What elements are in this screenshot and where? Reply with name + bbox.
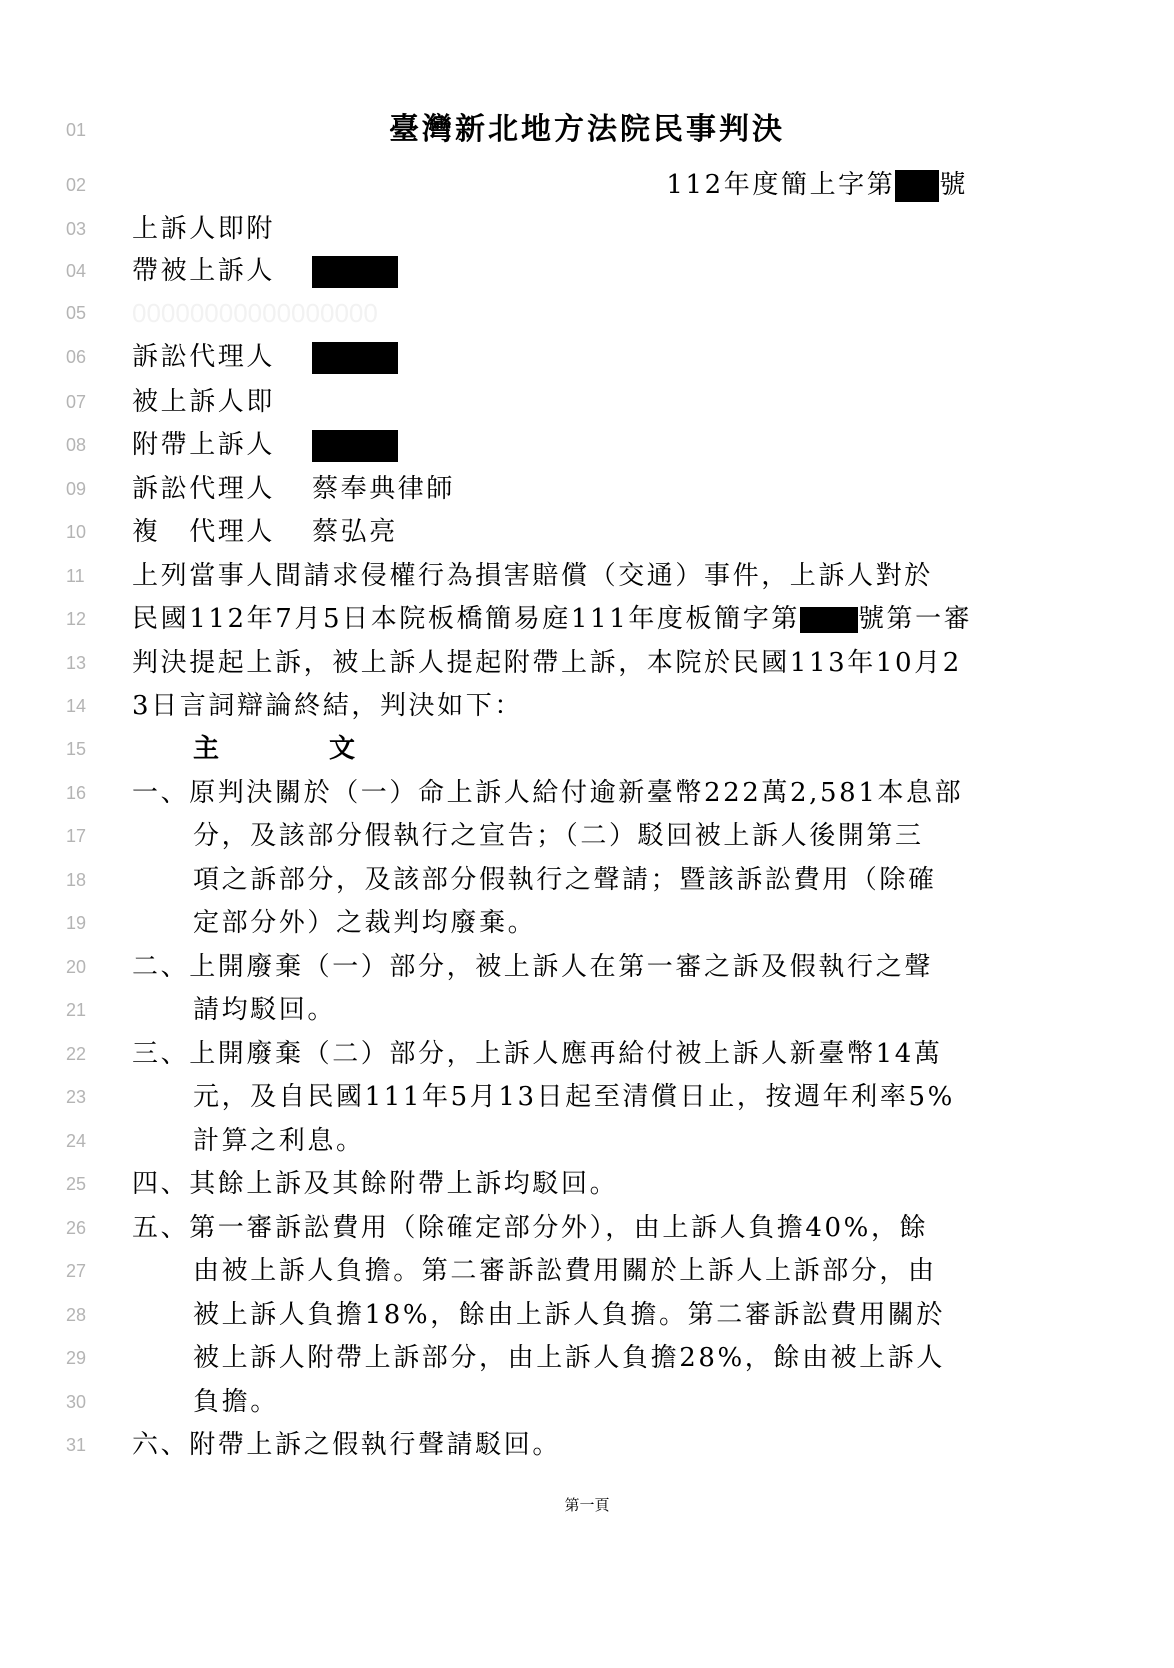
party-line: [132, 514, 974, 550]
line-number: 19: [66, 913, 87, 933]
redaction-box: [895, 170, 939, 202]
line-number: 22: [66, 1044, 87, 1064]
party-label: 附帶上訴人: [132, 430, 276, 460]
intro-text-part: 號第一審: [857, 604, 973, 634]
line-number: 21: [66, 1000, 87, 1020]
line-number: 13: [66, 653, 87, 673]
line-number: 28: [66, 1305, 87, 1325]
redaction-box: [312, 256, 398, 288]
order-item: 一、原判決關於（一）命上訴人給付逾新臺幣222萬2,581本息部: [132, 778, 964, 808]
order-item-cont: 請均駁回。: [193, 995, 337, 1025]
case-number-suffix: 號: [939, 170, 968, 200]
section-heading: 主 文: [193, 734, 364, 764]
line-number: 30: [66, 1392, 87, 1412]
line-number: 07: [66, 392, 87, 412]
line-number: 02: [66, 175, 87, 195]
line-number: 12: [66, 609, 87, 629]
order-item: 三、上開廢棄（二）部分，上訴人應再給付被上訴人新臺幣14萬: [132, 1039, 943, 1069]
order-item-cont: 被上訴人負擔18%，餘由上訴人負擔。第二審訴訟費用關於: [193, 1300, 945, 1330]
intro-text-part: 民國112年7月5日本院板橋簡易庭111年度板簡字第: [132, 604, 800, 634]
intro-text: 上列當事人間請求侵權行為損害賠償（交通）事件，上訴人對於: [132, 561, 933, 591]
order-item: 四、其餘上訴及其餘附帶上訴均駁回。: [132, 1169, 619, 1199]
order-item-cont: 分，及該部分假執行之宣告；（二）駁回被上訴人後開第三: [193, 821, 924, 851]
case-number: [666, 167, 968, 203]
party-label: 上訴人即附: [132, 214, 276, 244]
party-label: 訴訟代理人: [132, 474, 276, 504]
order-item-cont: 被上訴人附帶上訴部分，由上訴人負擔28%，餘由被上訴人: [193, 1343, 945, 1373]
intro-text: 判決提起上訴，被上訴人提起附帶上訴，本院於民國113年10月2: [132, 648, 962, 678]
order-item-cont: 定部分外）之裁判均廢棄。: [193, 908, 537, 938]
line-number: 24: [66, 1131, 87, 1151]
party-line: [132, 427, 974, 463]
line-number: 27: [66, 1261, 87, 1281]
line-number: 05: [66, 303, 87, 323]
line-number: 31: [66, 1435, 87, 1455]
order-item-cont: 計算之利息。: [193, 1126, 365, 1156]
party-name: 蔡弘亮: [312, 517, 398, 547]
order-item-cont: 負擔。: [193, 1387, 279, 1417]
party-label: 複 代理人: [132, 517, 276, 547]
line-number: 06: [66, 347, 87, 367]
line-number: 20: [66, 957, 87, 977]
redaction-box: [312, 342, 398, 374]
redaction-box: [312, 430, 398, 462]
page-number: 第一頁: [564, 1496, 610, 1514]
case-number-prefix: 112年度簡上字第: [666, 170, 896, 200]
line-number: 08: [66, 435, 87, 455]
line-number: 26: [66, 1218, 87, 1238]
line-number: 17: [66, 826, 87, 846]
party-line: [132, 253, 974, 289]
line-number: 16: [66, 783, 87, 803]
party-name: 蔡奉典律師: [312, 474, 456, 504]
line-number: 18: [66, 870, 87, 890]
order-item-cont: 元，及自民國111年5月13日起至清償日止，按週年利率5%: [193, 1082, 955, 1112]
line-number: 25: [66, 1174, 87, 1194]
line-number: 04: [66, 261, 87, 281]
party-line: [132, 471, 974, 507]
order-item: 五、第一審訴訟費用（除確定部分外），由上訴人負擔40%，餘: [132, 1213, 929, 1243]
line-number: 01: [66, 120, 87, 140]
line-number: 29: [66, 1348, 87, 1368]
line-number: 15: [66, 739, 87, 759]
line-number: 10: [66, 522, 87, 542]
party-line: [132, 339, 974, 375]
line-number: 23: [66, 1087, 87, 1107]
line-number: 11: [66, 566, 85, 586]
party-label: 帶被上訴人: [132, 256, 276, 286]
order-item-cont: 由被上訴人負擔。第二審訴訟費用關於上訴人上訴部分，由: [193, 1256, 937, 1286]
order-item: 二、上開廢棄（一）部分，被上訴人在第一審之訴及假執行之聲: [132, 952, 933, 982]
intro-text: [132, 601, 974, 637]
document-title: 臺灣新北地方法院民事判決: [389, 112, 785, 147]
order-item: 六、附帶上訴之假執行聲請駁回。: [132, 1430, 562, 1460]
line-number: 03: [66, 219, 87, 239]
party-label: 被上訴人即: [132, 387, 276, 417]
hidden-id-text: 00000000000000000: [132, 298, 378, 328]
redaction-box: [800, 607, 858, 633]
line-number: 09: [66, 479, 87, 499]
line-number: 14: [66, 696, 87, 716]
order-item-cont: 項之訴部分，及該部分假執行之聲請；暨該訴訟費用（除確: [193, 865, 937, 895]
intro-text: 3日言詞辯論終結，判決如下：: [132, 691, 523, 721]
party-label: 訴訟代理人: [132, 342, 276, 372]
